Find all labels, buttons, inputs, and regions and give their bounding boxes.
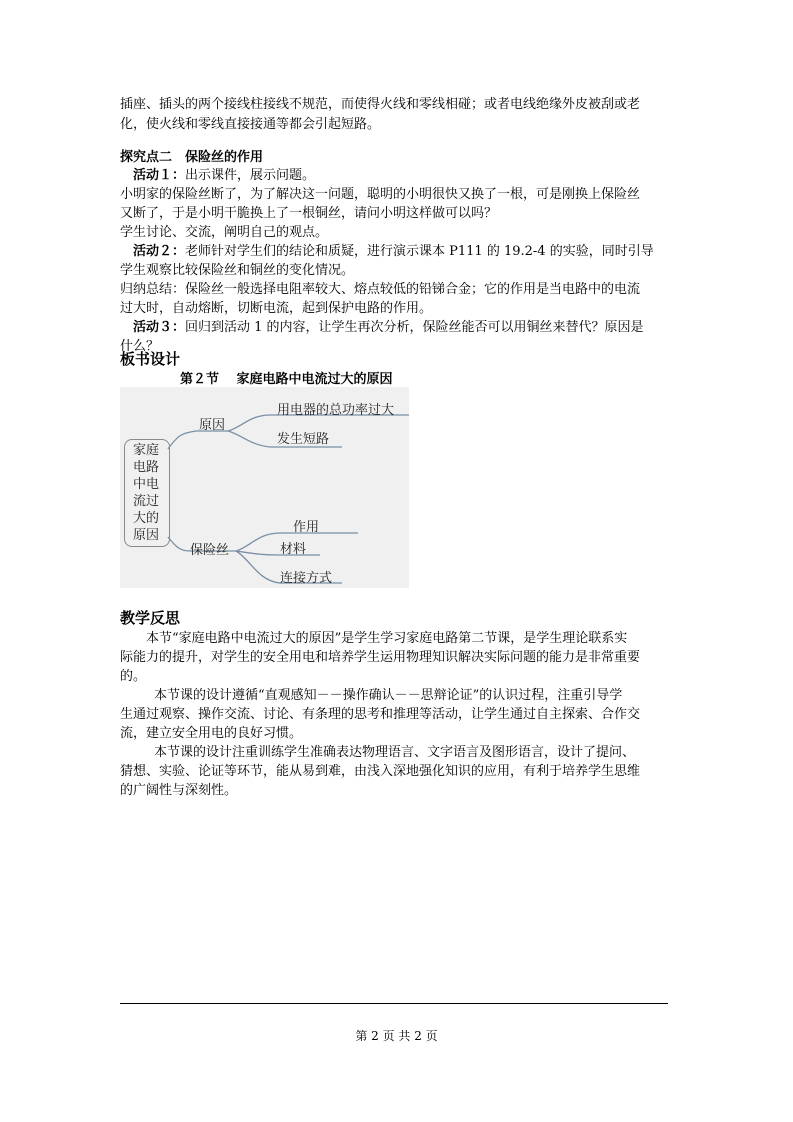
root-line: 电路 (132, 460, 159, 475)
activity1-label: 活动１： (133, 168, 186, 183)
intro-line-2: 化，使火线和零线直接接通等都会引起短路。 (120, 117, 381, 132)
fuse-item-connection: 连接方式 (280, 571, 333, 586)
reflection-p1-line-3: 的。 (120, 669, 147, 684)
root-line: 流过 (132, 494, 159, 509)
reflection-p1-line-1: 本节“家庭电路中电流过大的原因”是学生学习家庭电路第二节课，是学生理论联系实 (146, 631, 628, 646)
footer-rule (120, 1003, 668, 1004)
page-number: 第 2 页 共 2 页 (355, 1029, 438, 1043)
root-line: 家庭 (132, 443, 159, 458)
reflection-p1-line-2: 际能力的提升，对学生的安全用电和培养学生运用物理知识解决实际问题的能力是非常重要 (120, 650, 641, 665)
root-line: 大的 (132, 511, 159, 526)
reflection-p3-line-2: 猜想、实验、论证等环节，能从易到难，由浅入深地强化知识的应用，有利于培养学生思维 (120, 764, 641, 779)
root-line: 原因 (132, 528, 159, 543)
activity1-text: 出示课件，展示问题。 (185, 168, 316, 183)
activity3-line-2: 什么？ (120, 339, 160, 354)
summary-line-1: 归纳总结：保险丝一般选择电阻率较大、熔点较低的铅锑合金；它的作用是当电路中的电流 (120, 282, 641, 297)
connector-root-cause (168, 431, 228, 449)
board-heading: 板书设计 (120, 350, 181, 368)
cause-item-power: 用电器的总功率过大 (277, 403, 395, 418)
activity1-paragraph (120, 166, 676, 185)
mind-map-diagram (120, 387, 409, 588)
branch-fuse: 保险丝 (190, 543, 230, 558)
fuse-item-material: 材料 (280, 542, 307, 557)
activity3-label: 活动３： (133, 320, 186, 335)
section-title: 探究点二 保险丝的作用 (120, 150, 264, 165)
question-line-2: 又断了，于是小明干脆换上了一根铜丝，请问小明这样做可以吗？ (120, 206, 498, 221)
activity2-label: 活动２： (133, 244, 186, 259)
intro-line-1: 插座、插头的两个接线柱接线不规范，而使得火线和零线相碰；或者电线绝缘外皮被刮或老 (120, 97, 641, 112)
board-subtitle: 第２节 家庭电路中电流过大的原因 (180, 372, 393, 387)
mind-map-root-text (126, 442, 166, 544)
summary-line-2: 过大时，自动熔断，切断电流，起到保护电路的作用。 (120, 301, 433, 316)
cause-item-short-circuit: 发生短路 (277, 432, 330, 447)
reflection-heading: 教学反思 (120, 609, 181, 627)
activity3-paragraph (120, 318, 676, 337)
reflection-p3-line-3: 的广阔性与深刻性。 (120, 783, 238, 798)
question-line-1: 小明家的保险丝断了，为了解决这一问题，聪明的小明很快又换了一根，可是刚换上保险丝 (120, 187, 641, 202)
discussion-text: 学生讨论、交流，阐明自己的观点。 (120, 225, 329, 240)
activity2-line-2: 学生观察比较保险丝和铜丝的变化情况。 (120, 263, 355, 278)
connector-fuse-item2 (236, 551, 320, 555)
branch-cause: 原因 (199, 418, 226, 433)
fuse-item-function: 作用 (293, 520, 320, 535)
reflection-p3-line-1: 本节课的设计注重训练学生准确表达物理语言、文字语言及图形语言，设计了提问、 (154, 745, 636, 760)
reflection-p2-line-3: 流，建立安全用电的良好习惯。 (120, 726, 303, 741)
activity2-paragraph (120, 242, 676, 261)
activity3-line-1: 回归到活动 1 的内容，让学生再次分析，保险丝能否可以用铜丝来替代？原因是 (185, 320, 644, 335)
root-line: 中电 (132, 477, 159, 492)
activity2-line-1: 老师针对学生们的结论和质疑，进行演示课本 P111 的 19.2-4 的实验，同时引导 (185, 244, 654, 259)
reflection-p2-line-1: 本节课的设计遵循“直观感知－－操作确认－－思辩论证”的认识过程，注重引导学 (154, 688, 623, 703)
reflection-p2-line-2: 生通过观察、操作交流、讨论、有条理的思考和推理等活动，让学生通过自主探索、合作交 (120, 707, 641, 722)
